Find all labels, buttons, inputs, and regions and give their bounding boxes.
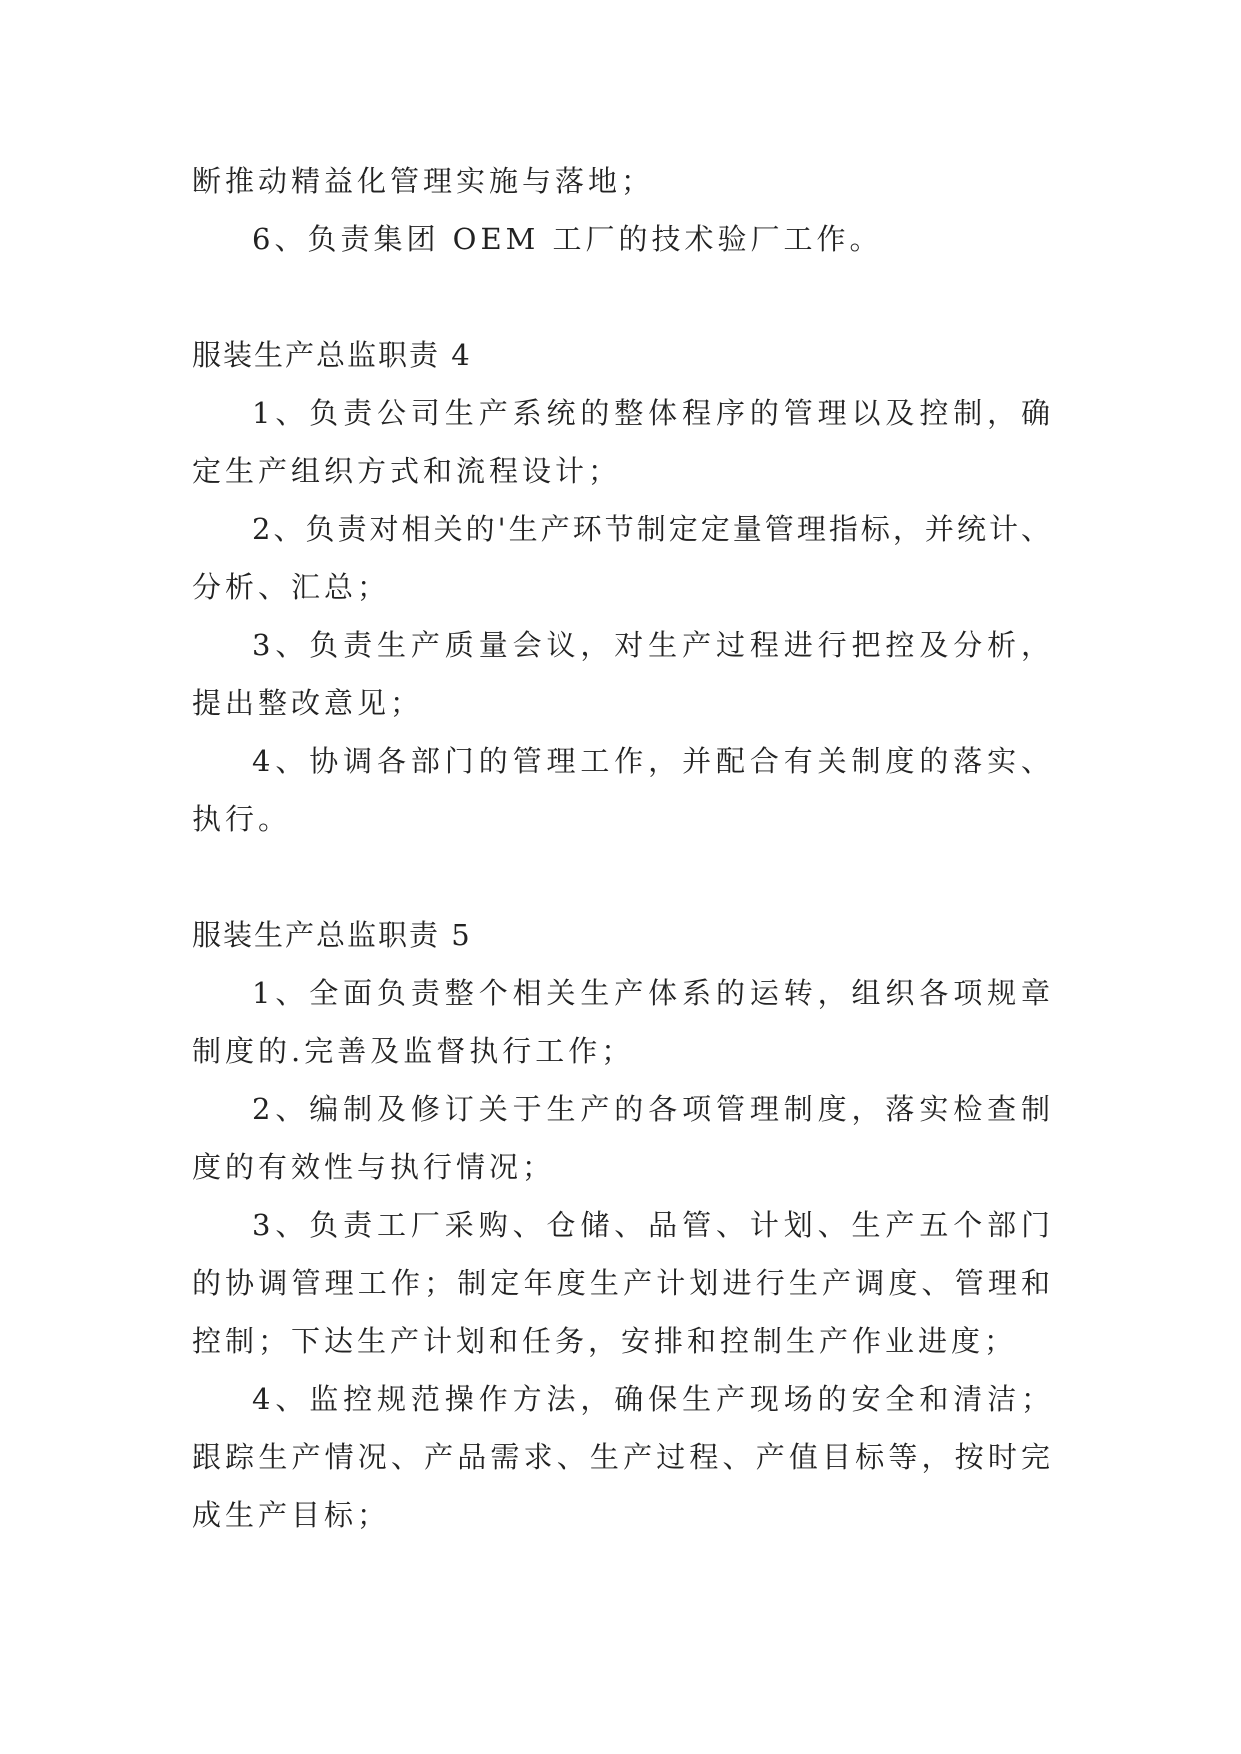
section-gap <box>192 848 1050 906</box>
section-gap <box>192 268 1050 326</box>
paragraph-continuation: 断推动精益化管理实施与落地； <box>192 164 655 198</box>
section-5-item-3-line-1: 3、负责工厂采购、仓储、品管、计划、生产五个部门 <box>252 1208 1050 1242</box>
section-4-item-3-line-2: 提出整改意见； <box>192 686 424 720</box>
section-5-item-3-line-2: 的协调管理工作；制定年度生产计划进行生产调度、管理和 <box>192 1266 1050 1300</box>
section-5-title: 服装生产总监职责 5 <box>192 918 472 952</box>
section-4-item-4-line-2: 执行。 <box>192 802 292 836</box>
section-4-item-1-line-1: 1、负责公司生产系统的整体程序的管理以及控制，确 <box>252 396 1050 430</box>
section-5-item-4-line-2: 跟踪生产情况、产品需求、生产过程、产值目标等，按时完 <box>192 1440 1050 1474</box>
section-5-item-1-line-2: 制度的.完善及监督执行工作； <box>192 1034 635 1068</box>
section-4-item-3-line-1: 3、负责生产质量会议，对生产过程进行把控及分析， <box>252 628 1050 662</box>
section-5-item-2-line-2: 度的有效性与执行情况； <box>192 1150 556 1184</box>
section-5-item-3-line-3: 控制；下达生产计划和任务，安排和控制生产作业进度； <box>192 1324 1018 1358</box>
list-item-6: 6、负责集团 OEM 工厂的技术验厂工作。 <box>252 222 883 256</box>
section-4-item-2-line-2: 分析、汇总； <box>192 570 391 604</box>
section-5-item-1-line-1: 1、全面负责整个相关生产体系的运转，组织各项规章 <box>252 976 1050 1010</box>
section-4-item-4-line-1: 4、协调各部门的管理工作，并配合有关制度的落实、 <box>252 744 1050 778</box>
section-5-item-4-line-1: 4、监控规范操作方法，确保生产现场的安全和清洁； <box>252 1382 1050 1416</box>
section-5-item-4-line-3: 成生产目标； <box>192 1498 391 1532</box>
section-5-item-2-line-1: 2、编制及修订关于生产的各项管理制度，落实检查制 <box>252 1092 1050 1126</box>
section-4-title: 服装生产总监职责 4 <box>192 338 472 372</box>
section-4-item-2-line-1: 2、负责对相关的'生产环节制定定量管理指标，并统计、 <box>252 512 1050 546</box>
document-page <box>192 152 1050 1544</box>
section-4-item-1-line-2: 定生产组织方式和流程设计； <box>192 454 622 488</box>
